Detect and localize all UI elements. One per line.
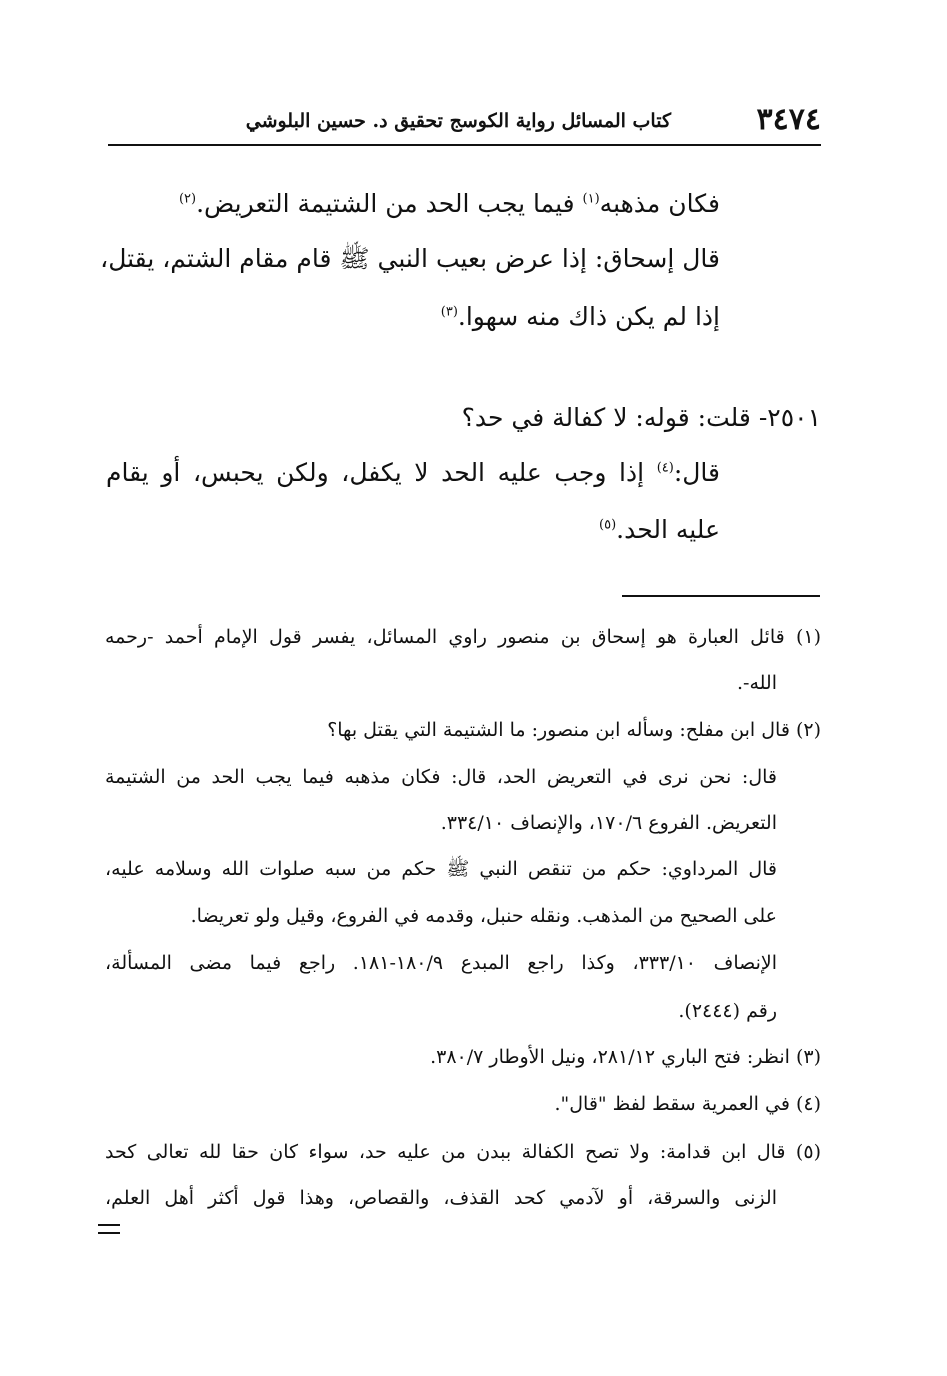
main-line-5-text-2: إذا وجب عليه الحد لا يكفل، ولكن يحبس، أو يقام: [106, 458, 657, 487]
footnote-1-line-1: (١) قائل العبارة هو إسحاق بن منصور راوي المسائل، يفسر قول الإمام أحمد -رحمه: [105, 626, 821, 648]
main-line-5: [106, 451, 720, 495]
running-title: كتاب المسائل رواية الكوسج تحقيق د. حسين البلوشي: [245, 110, 671, 132]
main-line-6: [599, 508, 720, 552]
main-line-6-text: عليه الحد.: [616, 515, 720, 544]
footnote-ref-1: (١): [582, 191, 600, 207]
main-line-1-text-2: فيما يجب الحد من الشتيمة التعريض.: [196, 189, 583, 218]
footnote-separator: [622, 595, 820, 597]
main-line-3-text: إذا لم يكن ذاك منه سهوا.: [457, 302, 720, 331]
footnote-2-line-6: الإنصاف ٣٣٣/١٠، وكذا راجع المبدع ١٨٠/٩-١٨١. راجع فيما مضى المسألة،: [105, 952, 777, 974]
footnote-ref-4: (٤): [656, 460, 674, 476]
issue-heading-2501: ٢٥٠١- قلت: قوله: لا كفالة في حد؟: [461, 403, 821, 432]
main-line-5-text: قال:: [673, 458, 720, 487]
main-line-1: [179, 182, 720, 226]
footnote-2-line-4: قال المرداوي: حكم من تنقص النبي ﷺ حكم من سبه صلوات الله وسلامه عليه،: [105, 858, 777, 880]
header-rule: [108, 144, 821, 146]
main-line-1-text: فكان مذهبه: [599, 189, 720, 218]
footnote-2-line-2: قال: نحن نرى في التعريض الحد، قال: فكان مذهبه فيما يجب الحد من الشتيمة: [105, 766, 777, 788]
footnote-ref-5: (٥): [599, 517, 617, 533]
continuation-mark: [98, 1224, 120, 1234]
footnote-5-line-2: الزنى والسرقة، أو لآدمي كحد القذف، والقصاص، وهذا قول أكثر أهل العلم،: [105, 1187, 777, 1209]
footnote-2-line-1: (٢) قال ابن مفلح: وسأله ابن منصور: ما الشتيمة التي يقتل بها؟: [327, 719, 821, 741]
main-line-3: [441, 295, 720, 339]
footnote-5-line-1: (٥) قال ابن قدامة: ولا تصح الكفالة ببدن من عليه حد، سواء كان حقا لله تعالى كحد: [105, 1141, 821, 1163]
footnote-2-line-5: على الصحيح من المذهب. ونقله حنبل، وقدمه في الفروع، وقيل ولو تعريضا.: [190, 905, 777, 927]
footnote-3: (٣) انظر: فتح الباري ٢٨١/١٢، ونيل الأوطار ٣٨٠/٧.: [430, 1046, 821, 1068]
page-header: [108, 100, 821, 140]
footnote-4: (٤) في العمرية سقط لفظ "قال".: [554, 1093, 821, 1115]
footnote-ref-2: (٢): [178, 191, 197, 207]
page-number: ٣٤٧٤: [756, 102, 821, 137]
footnote-1-line-2: الله-.: [736, 672, 777, 694]
footnote-ref-3: (٣): [440, 304, 458, 320]
main-line-2: قال إسحاق: إذا عرض بعيب النبي ﷺ قام مقام الشتم، يقتل،: [100, 244, 720, 273]
footnote-2-line-7: رقم (٢٤٤٤).: [678, 1000, 777, 1022]
footnote-2-line-3: التعريض. الفروع ١٧٠/٦، والإنصاف ٣٣٤/١٠.: [440, 812, 777, 834]
